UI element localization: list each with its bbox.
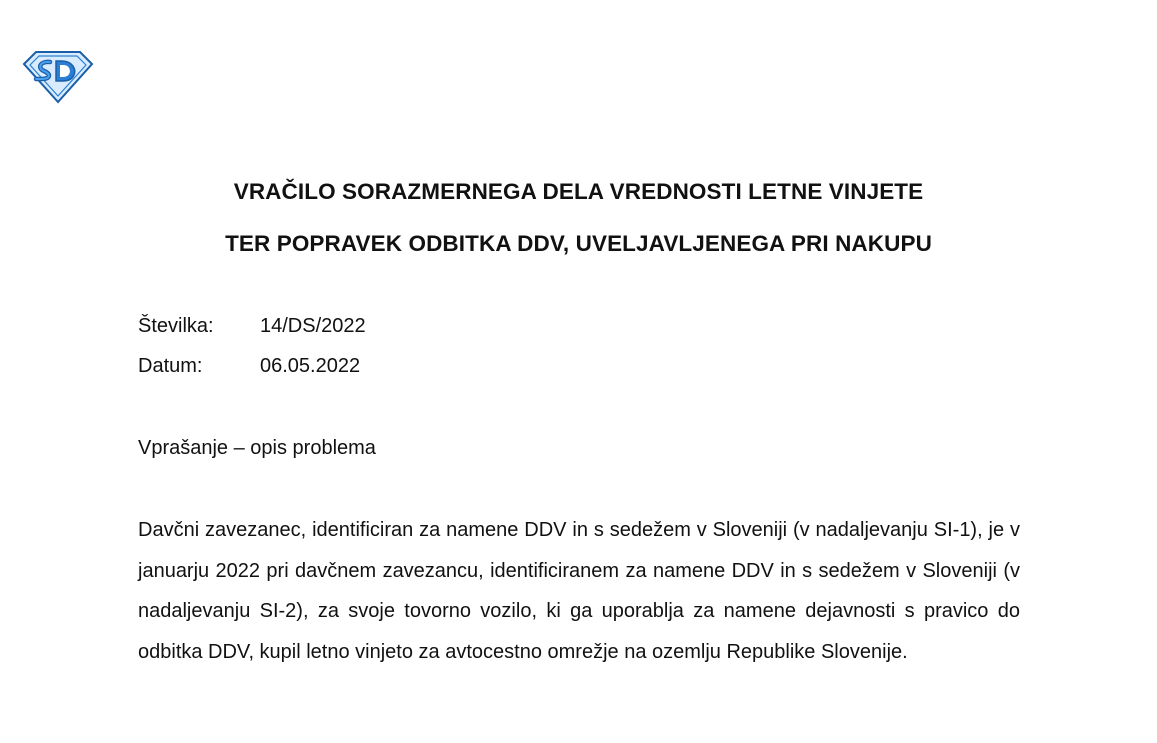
body-paragraph: Davčni zavezanec, identificiran za namene DDV in s sedežem v Sloveniji (v nadaljevanju SI-1), je v januarju 2022 pri davčnem zavezancu, identificiranem za namene DDV in s sedežem v Sloveniji (v nadaljevanju SI-2), za svoje tovorno vozilo, ki ga uporablja za namene dejavnosti s pravico do odbitka DDV, kupil letno vinjeto za avtocestno omrežje na ozemlju Republike Slovenije.: [138, 519, 1020, 663]
number-label: Številka:: [138, 315, 214, 337]
document-title: [0, 176, 1157, 280]
date-value: 06.05.2022: [260, 355, 361, 377]
title-line-1: VRAČILO SORAZMERNEGA DELA VREDNOSTI LETNE VINJETE: [233, 179, 924, 204]
shield-sd-logo-icon: [20, 48, 96, 104]
date-label: Datum:: [138, 355, 203, 377]
document-meta: [138, 312, 366, 392]
meta-number-row: [138, 312, 366, 352]
meta-date-row: [138, 352, 366, 392]
section-heading: Vprašanje – opis problema: [138, 437, 376, 459]
number-value: 14/DS/2022: [260, 315, 366, 337]
title-line-2: TER POPRAVEK ODBITKA DDV, UVELJAVLJENEGA PRI NAKUPU: [225, 231, 932, 256]
